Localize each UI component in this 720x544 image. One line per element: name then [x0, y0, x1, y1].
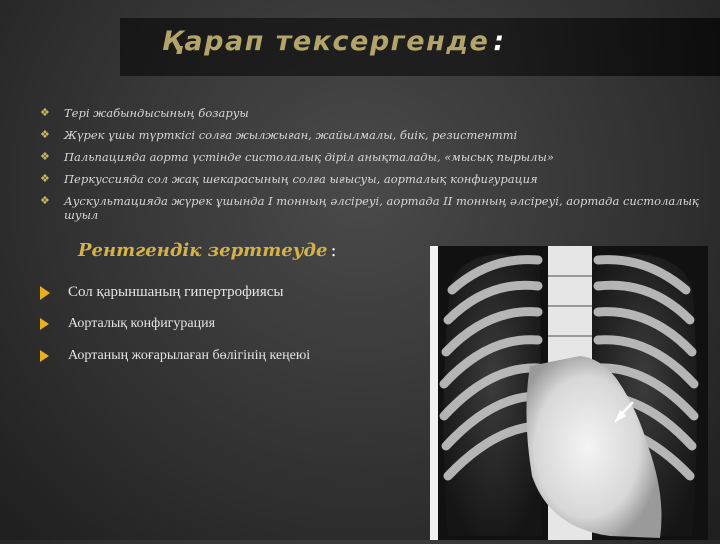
finding-item-text: Аортаның жоғарылаған бөлігінің кеңеюі [68, 348, 311, 363]
finding-item [40, 314, 420, 334]
slide-title [162, 26, 506, 57]
diamond-bullet-icon: ❖ [40, 150, 50, 163]
examination-item [40, 150, 700, 164]
finding-item [40, 346, 420, 366]
examination-item [40, 172, 700, 186]
examination-item-text: Жүрек ұшы түрткісі солға жылжыған, жайылмалы, биік, резистентті [64, 128, 518, 142]
diamond-bullet-icon: ❖ [40, 194, 50, 207]
examination-item-text: Перкуссияда сол жақ шекарасының солға ығысуы, аорталық конфигурация [64, 172, 538, 186]
xray-subtitle-text: Рентгендік зерттеуде [78, 240, 328, 261]
finding-item [40, 282, 420, 302]
finding-item-text: Аорталық конфигурация [68, 316, 216, 331]
chest-xray-image [430, 246, 708, 540]
arrow-bullet-icon [40, 318, 49, 330]
diamond-bullet-icon: ❖ [40, 172, 50, 185]
examination-item-text: Аускультацияда жүрек ұшында I тонның әлсіреуі, аортада II тонның әлсіреуі, аортада систолалық шуыл [64, 194, 699, 222]
arrow-bullet-icon [40, 350, 49, 362]
xray-findings-list [40, 282, 420, 378]
examination-item [40, 194, 700, 222]
examination-item [40, 106, 700, 120]
diamond-bullet-icon: ❖ [40, 128, 50, 141]
examination-item-text: Пальпацияда аорта үстінде систолалық діріл анықталады, «мысық пырылы» [64, 150, 554, 164]
slide-title-text: Қарап тексергенде [162, 26, 490, 57]
arrow-bullet-icon [40, 286, 50, 300]
xray-subtitle [78, 240, 337, 261]
examination-item [40, 128, 700, 142]
chest-xray-graphic [430, 246, 708, 540]
examination-list [40, 106, 700, 230]
finding-item-text: Сол қарыншаның гипертрофиясы [68, 284, 284, 300]
xray-subtitle-colon: : [330, 240, 337, 261]
diamond-bullet-icon: ❖ [40, 106, 50, 119]
slide-title-colon: : [493, 26, 506, 57]
examination-item-text: Тері жабындысының бозаруы [64, 106, 249, 120]
